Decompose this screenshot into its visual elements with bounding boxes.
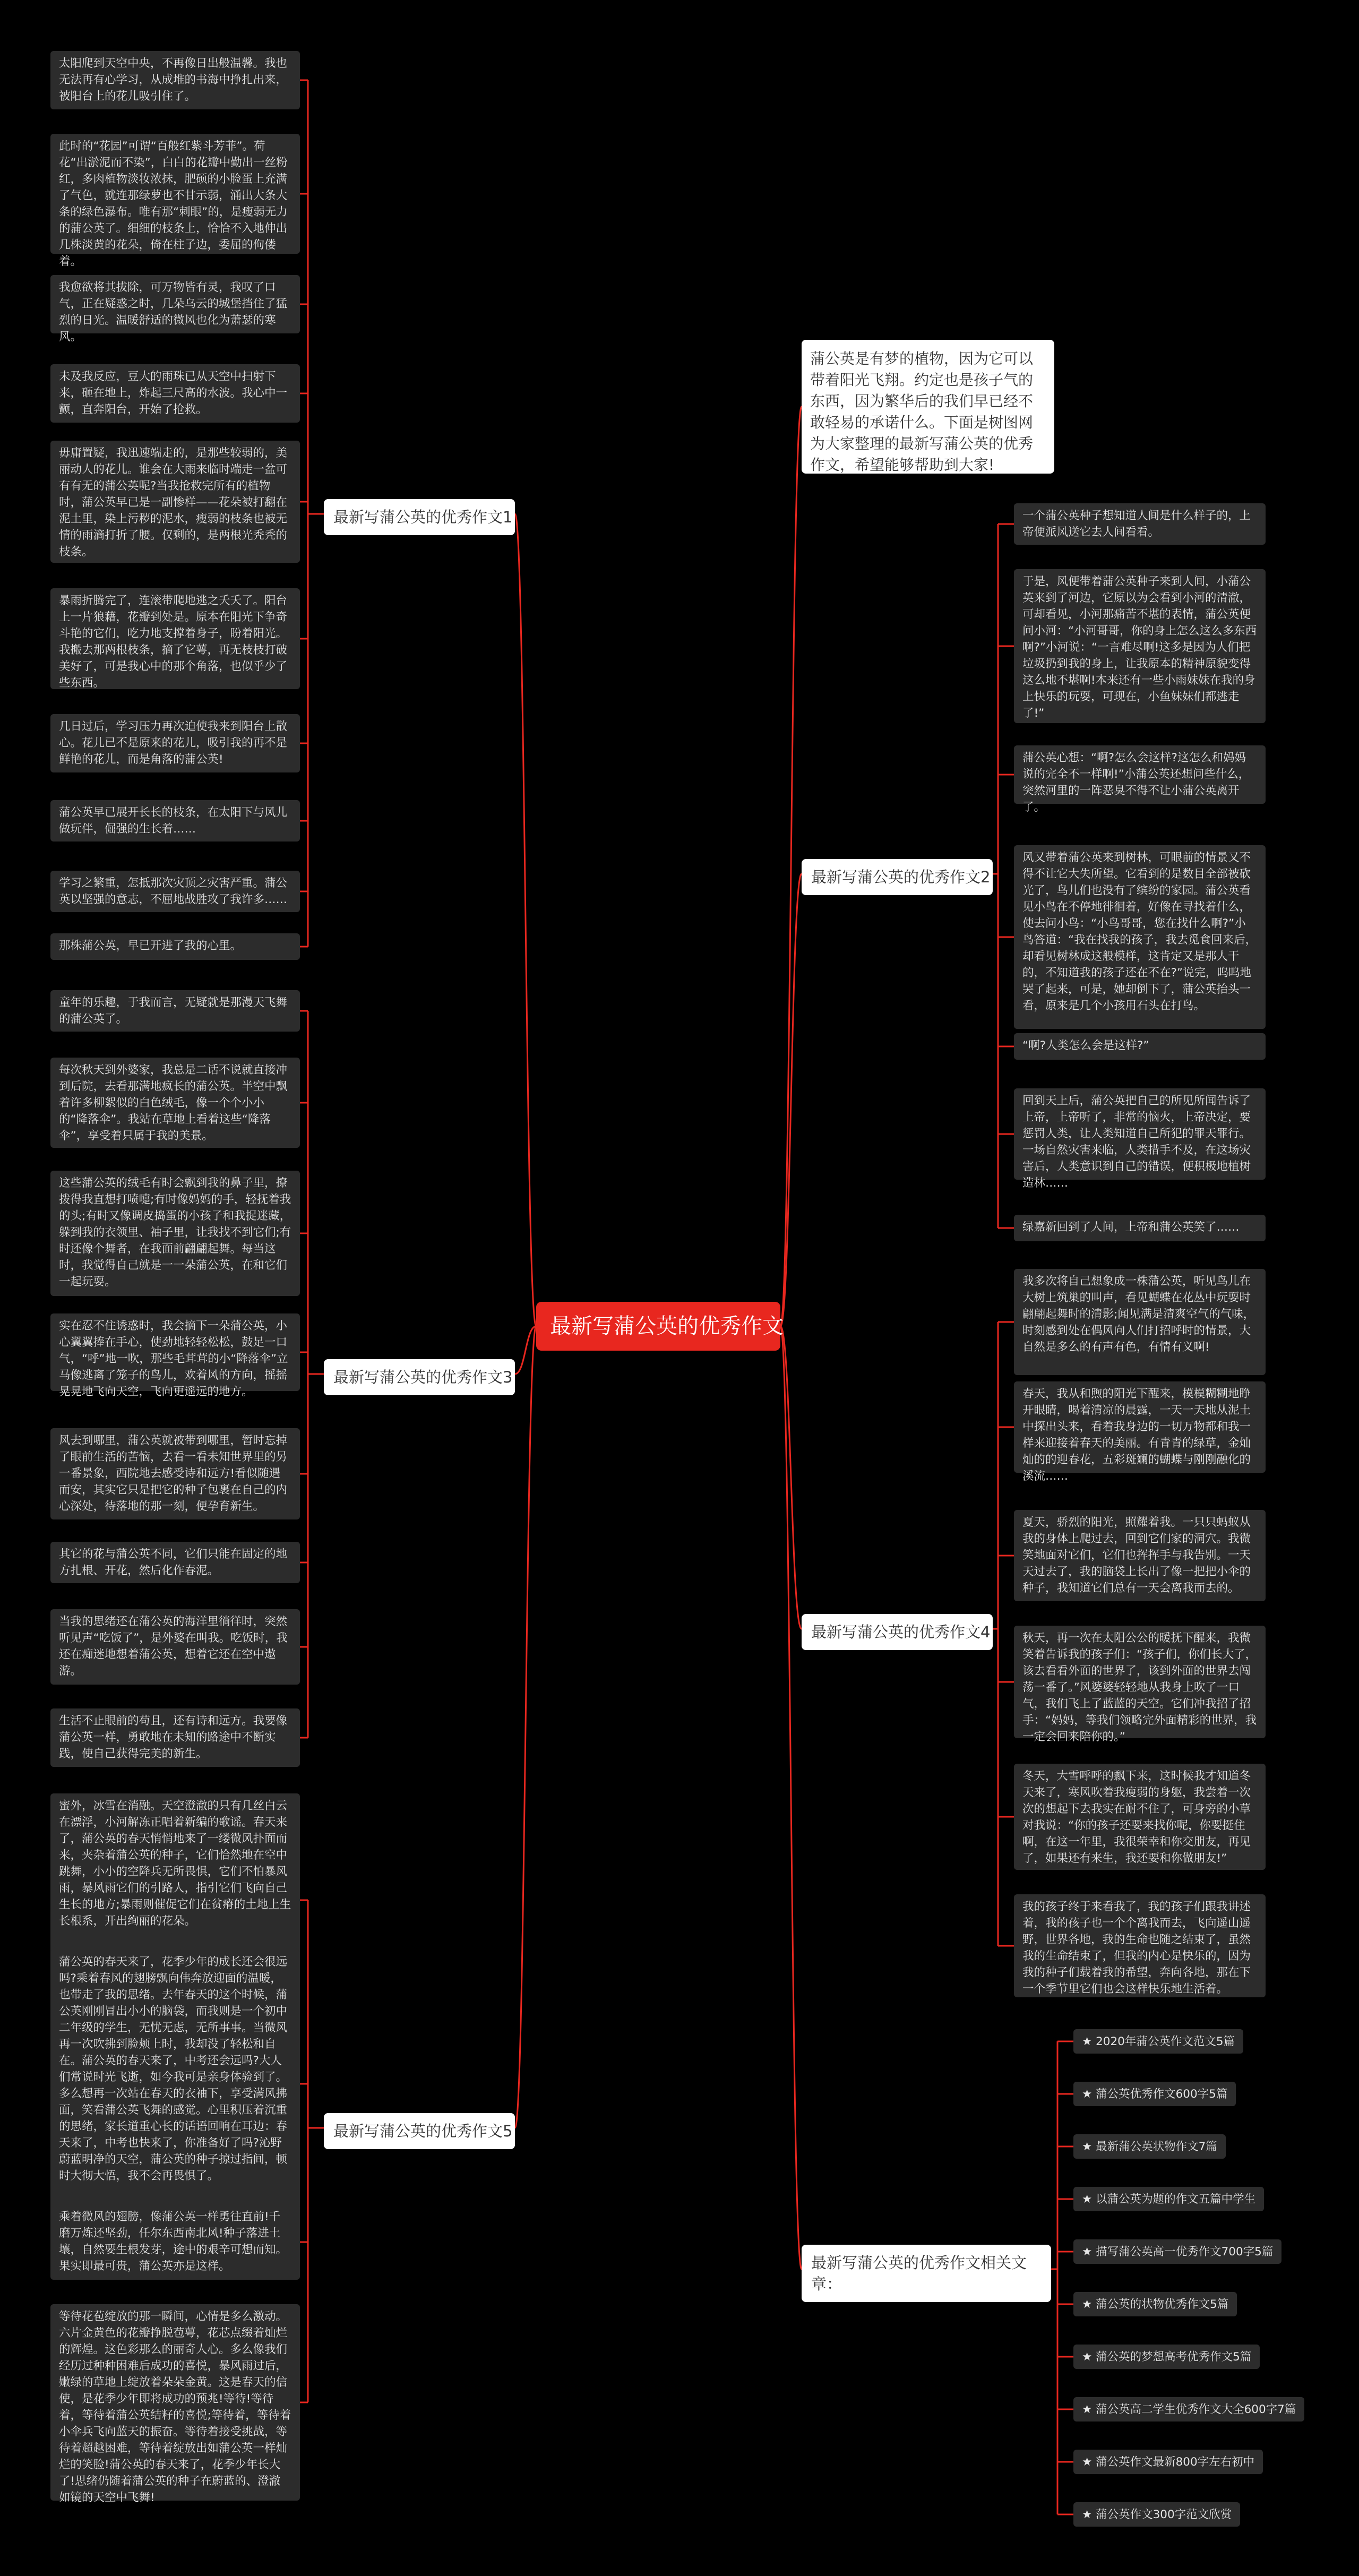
essay-paragraph: 秋天，再一次在太阳公公的暖抚下醒来，我微笑着告诉我的孩子们：“孩子们，你们长大了，该去看看外面的世界了，该到外面的世界去闯荡一番了。”风婆婆轻轻地从我身上吹了一口气，我们飞上了蓝蓝的天空。它们冲我招了招手：“妈妈，等我们领略完外面精彩的世界，我一定会回来陪你的。”	[1014, 1626, 1266, 1738]
essay-paragraph: 蒲公英的春天来了，花季少年的成长还会很远吗?乘着春风的翅膀飘向伟奔放迎面的温暖，也带走了我的思绪。去年春天的这个时候，蒲公英刚刚冒出小小的脑袋，而我则是一个初中二年级的学生，无忧无虑，无所事事。当微风再一次吹拂到脸颊上时，我却没了轻松和自在。蒲公英的春天来了，中考还会远吗?大人们常说时光飞逝，如今我可是亲身体验到了。多么想再一次站在春天的衣袖下，享受满风拂面，笑看蒲公英飞舞的感觉。心里积压着沉重的思绪，家长道重心长的话语回响在耳边：春天来了，中考也快来了，你准备好了吗?沁野蔚蓝明净的天空，蒲公英的种子掠过指间，顿时大彻大悟，我不会再畏惧了。	[50, 1950, 300, 2218]
leaf-bracket-5	[998, 1322, 1014, 1946]
essay-paragraph: 乘着微风的翅膀，像蒲公英一样勇往直前!千磨万炼还坚劲，任尔东西南北风!种子落进土壤，自然要生根发芽，途中的艰辛可想而知。果实即最可贵，蒲公英亦是这样。	[50, 2204, 300, 2280]
related-article-link[interactable]: ★ 以蒲公英为题的作文五篇中学生	[1073, 2187, 1264, 2211]
leaf-bracket-3	[300, 1900, 308, 2402]
link-root-branch-4	[780, 874, 802, 1326]
essay-paragraph: 暴雨折腾完了，连滚带爬地逃之夭夭了。阳台上一片狼藉，花瓣到处是。原本在阳光下争奇斗艳的它们，吃力地支撑着身子，盼着阳光。我搬去那两根枝条，摘了它萼，再无枝枝打破美好了，可是我心中的那个角落，也似乎少了些东西。	[50, 588, 300, 689]
essay-paragraph: 其它的花与蒲公英不同，它们只能在固定的地方扎根、开花，然后化作春泥。	[50, 1542, 300, 1583]
related-article-link[interactable]: ★ 描写蒲公英高一优秀作文700字5篇	[1073, 2239, 1281, 2264]
essay-paragraph: 当我的思绪还在蒲公英的海洋里徜徉时，突然听见声“吃饭了”，是外婆在叫我。吃饭时，我还在痴迷地想着蒲公英，想着它还在空中遨游。	[50, 1609, 300, 1685]
essay-paragraph: 这些蒲公英的绒毛有时会飘到我的鼻子里，撩拨得我直想打喷嚏;有时像妈妈的手，轻抚着我的头;有时又像调皮捣蛋的小孩子和我捉迷藏，躲到我的衣领里、袖子里，让我找不到它们;有时还像个舞者，在我面前翩翩起舞。每当这时，我觉得自己就是一一朵蒲公英，在和它们一起玩耍。	[50, 1171, 300, 1296]
essay-paragraph: 童年的乐趣，于我而言，无疑就是那漫天飞舞的蒲公英了。	[50, 990, 300, 1032]
related-article-link[interactable]: ★ 蒲公英的梦想高考优秀作文5篇	[1073, 2345, 1260, 2369]
essay-paragraph: “啊?人类怎么会是这样?”	[1014, 1033, 1266, 1060]
related-article-link[interactable]: ★ 蒲公英的状物优秀作文5篇	[1073, 2292, 1237, 2316]
essay-paragraph: 几日过后，学习压力再次迫使我来到阳台上散心。花儿已不是原来的花儿，吸引我的再不是鲜艳的花儿，而是角落的蒲公英!	[50, 714, 300, 772]
essay-paragraph: 毋庸置疑，我迅速端走的，是那些较弱的，美丽动人的花儿。谁会在大雨来临时端走一盆可有有无的蒲公英呢?当我抢救完所有的植物时，蒲公英早已是一副惨样——花朵被打翻在泥土里，染上污秽的泥水，瘦弱的枝条也被无情的雨滴打折了腰。仅剩的，是两根光秃秃的枝条。	[50, 441, 300, 563]
related-article-link[interactable]: ★ 蒲公英优秀作文600字5篇	[1073, 2082, 1236, 2106]
essay-paragraph: 太阳爬到天空中央，不再像日出般温馨。我也无法再有心学习，从成堆的书海中挣扎出来，被阳台上的花儿吸引住了。	[50, 51, 300, 109]
essay-paragraph: 春天，我从和煦的阳光下醒来，模模糊糊地睁开眼睛，喝着清凉的晨露，一天一天地从泥土中探出头来，看着我身边的一切万物都和我一样来迎接着春天的美丽。有青青的绿草，金灿灿的的迎春花，五彩斑斓的蝴蝶与刚刚融化的溪流……	[1014, 1381, 1266, 1473]
essay-paragraph: 未及我反应，豆大的雨珠已从天空中扫射下来，砸在地上，炸起三尺高的水波。我心中一颤，直奔阳台，开始了抢救。	[50, 364, 300, 423]
essay-paragraph: 冬天，大雪呼呼的飘下来，这时候我才知道冬天来了，寒风吹着我瘦弱的身躯，我尝着一次次的想起下去我实在耐不住了，可身旁的小草对我说：“你的孩子还要来找你呢，你要挺住啊，在这一年里，我很荣幸和你交朋友，再见了，如果还有来生，我还要和你做朋友!”	[1014, 1764, 1266, 1870]
root-topic[interactable]: 最新写蒲公英的优秀作文	[536, 1302, 780, 1351]
branch-4[interactable]: 最新写蒲公英的优秀作文2	[802, 859, 993, 895]
essay-paragraph: 回到天上后，蒲公英把自己的所见所闻告诉了上帝，上帝听了，非常的恼火，上帝决定，要惩罚人类，让人类知道自己所犯的罪天罪行。一场自然灾害来临，人类措手不及，在这场灾害后，人类意识到自己的错误，便积极地植树造林……	[1014, 1088, 1266, 1180]
link-root-branch-3	[515, 1326, 536, 2128]
link-root-branch-1	[515, 514, 536, 1326]
branch-5[interactable]: 最新写蒲公英的优秀作文4	[802, 1614, 993, 1650]
essay-paragraph: 学习之繁重，怎抵那次灾顶之灾害严重。蒲公英以坚强的意志，不屈地战胜攻了我许多……	[50, 871, 300, 912]
leaf-bracket-6	[1057, 2041, 1073, 2514]
related-article-link[interactable]: ★ 最新蒲公英状物作文7篇	[1073, 2134, 1226, 2159]
intro-text: 蒲公英是有梦的植物，因为它可以带着阳光飞翔。约定也是孩子气的东西，因为繁华后的我们早已经不敢轻易的承诺什么。下面是树图网为大家整理的最新写蒲公英的优秀作文，希望能够帮助到大家!	[802, 340, 1054, 474]
essay-paragraph: 风去到哪里，蒲公英就被带到哪里，暂时忘掉了眼前生活的苦恼，去看一看未知世界里的另一番景象，西院地去感受诗和远方!看似随遇而安，其实它只是把它的种子包裹在自己的内心深处，待落地的那一刻，便孕育新生。	[50, 1428, 300, 1519]
essay-paragraph: 那株蒲公英，早已开进了我的心里。	[50, 933, 300, 960]
essay-paragraph: 夏天，骄烈的阳光，照耀着我。一只只蚂蚁从我的身体上爬过去，回到它们家的洞穴。我微笑地面对它们，它们也挥挥手与我告别。一天天过去了，我的脑袋上长出了像一把把小伞的种子，我知道它们总有一天会离我而去的。	[1014, 1510, 1266, 1601]
essay-paragraph: 等待花苞绽放的那一瞬间，心情是多么激动。六片金黄色的花瓣挣脱苞萼，花芯点缀着灿烂的辉煌。这色彩那么的丽奇人心。多么像我们经历过种种困难后成功的喜悦，暴风雨过后，嫩绿的草地上绽放着朵朵金黄。这是春天的信使，是花季少年即将成功的预兆!等待!等待着，等待着蒲公英结籽的喜悦;等待着，等待着小伞兵飞向蓝天的振奋。等待着接受挑战，等待着超越困难，等待着绽放出如蒲公英一样灿烂的笑脸!蒲公英的春天来了，花季少年长大了!思绪仍随着蒲公英的种子在蔚蓝的、澄澈如镜的天空中飞舞!	[50, 2304, 300, 2501]
related-article-link[interactable]: ★ 蒲公英作文300字范文欣赏	[1073, 2502, 1240, 2527]
related-article-link[interactable]: ★ 2020年蒲公英作文范文5篇	[1073, 2029, 1243, 2054]
essay-paragraph: 此时的“花园”可谓“百般红紫斗芳菲”。荷花“出淤泥而不染”，白白的花瓣中勤出一丝粉红，多肉植物淡妆浓抹，肥硕的小脸蛋上充满了气色，就连那绿萝也不甘示弱，涌出大条大条的绿色瀑布。唯有那“刺眼”的，是瘦弱无力的蒲公英了。细细的枝条上，恰恰不入地伸出几株淡黄的花朵，倚在柱子边，委屈的佝偻着。	[50, 134, 300, 254]
essay-paragraph: 蒲公英心想：“啊?怎么会这样?这怎么和妈妈说的完全不一样啊!”小蒲公英还想问些什么，突然河里的一阵恶臭不得不让小蒲公英离开了。	[1014, 745, 1266, 804]
essay-paragraph: 蒲公英早已展开长长的枝条，在太阳下与风儿做玩伴，倔强的生长着……	[50, 800, 300, 842]
essay-paragraph: 每次秋天到外婆家，我总是二话不说就直接冲到后院，去看那满地疯长的蒲公英。半空中飘着许多柳絮似的白色绒毛，像一个个小小的“降落伞”。我站在草地上看着这些“降落伞”，享受着只属于我的美景。	[50, 1058, 300, 1148]
essay-paragraph: 实在忍不住诱惑时，我会摘下一朵蒲公英，小心翼翼捧在手心，使劲地轻轻松松，鼓足一口气，“呼”地一吹，那些毛茸茸的小“降落伞”立马像逃离了笼子的鸟儿，欢着风的方向，摇摇晃晃地飞向天空，飞向更遥远的地方。	[50, 1313, 300, 1391]
branch-3[interactable]: 最新写蒲公英的优秀作文5	[324, 2113, 515, 2149]
essay-paragraph: 于是，风便带着蒲公英种子来到人间，小蒲公英来到了河边，它原以为会看到小河的清澈，可却看见，小河那痛苦不堪的表情，蒲公英便问小河：“小河哥哥，你的身上怎么这么多东西啊?”小河说：“一言难尽啊!这多是因为人们把垃圾扔到我的身上，让我原本的精神原貌变得这么地不堪啊!本来还有一些小雨妹妹在我的身上快乐的玩耍，可现在，小鱼妹妹们都逃走了!”	[1014, 569, 1266, 723]
essay-paragraph: 我愈欲将其拔除，可万物皆有灵，我叹了口气，正在疑惑之时，几朵乌云的城堡挡住了猛烈的日光。温暖舒适的微风也化为萧瑟的寒风。	[50, 275, 300, 333]
branch-6[interactable]: 最新写蒲公英的优秀作文相关文章：	[802, 2245, 1051, 2302]
link-root-intro	[780, 407, 802, 1326]
essay-paragraph: 我的孩子终于来看我了，我的孩子们跟我讲述着，我的孩子也一个个离我而去，飞向遥山遥野，世界各地，我的生命也随之结束了，虽然我的生命结束了，但我的内心是快乐的，因为我的种子们载着我的希望，奔向各地，那在下一个季节里它们也会这样快乐地生活着。	[1014, 1894, 1266, 1997]
essay-paragraph: 绿嘉新回到了人间，上帝和蒲公英笑了……	[1014, 1215, 1266, 1241]
essay-paragraph: 风又带着蒲公英来到树林，可眼前的情景又不得不让它大失所望。它看到的是数目全部被砍光了，鸟儿们也没有了缤纷的家园。蒲公英看见小鸟在不停地徘徊着，好像在寻找着什么，使去问小鸟：“小鸟哥哥，您在找什么啊?”小鸟答道：“我在找我的孩子，我去觅食回来后，却看见树林成这般模样，这肯定又是那人干的，不知道我的孩子还在不在?”说完，呜呜地哭了起来，可是，她却倒下了，蒲公英抬头一看，原来是几个小孩用石头在打鸟。	[1014, 845, 1266, 1029]
essay-paragraph: 生活不止眼前的苟且，还有诗和远方。我要像蒲公英一样，勇敢地在未知的路途中不断实践，使自己获得完美的新生。	[50, 1708, 300, 1767]
branch-1[interactable]: 最新写蒲公英的优秀作文1	[324, 499, 515, 535]
related-article-link[interactable]: ★ 蒲公英高二学生优秀作文大全600字7篇	[1073, 2397, 1304, 2422]
leaf-bracket-1	[300, 80, 308, 947]
branch-2[interactable]: 最新写蒲公英的优秀作文3	[324, 1359, 515, 1395]
leaf-bracket-4	[998, 524, 1014, 1228]
leaf-bracket-2	[300, 1011, 308, 1738]
essay-paragraph: 一个蒲公英种子想知道人间是什么样子的，上帝便派风送它去人间看看。	[1014, 503, 1266, 545]
related-article-link[interactable]: ★ 蒲公英作文最新800字左右初中	[1073, 2450, 1263, 2474]
essay-paragraph: 我多次将自己想象成一株蒲公英，听见鸟儿在大树上筑巢的叫声，看见蝴蝶在花丛中玩耍时翩翩起舞时的清影;闻见满是清爽空气的气味，时刻感到处在偶风向人们打招呼时的情景，大自然是多么的有声有色，有情有义啊!	[1014, 1269, 1266, 1375]
essay-paragraph: 蜜外，冰雪在消融。天空澄澈的只有几丝白云在漂浮，小河解冻正唱着新编的歌谣。春天来了，蒲公英的春天悄悄地来了一缕微风扑面而来，夹杂着蒲公英的种子，它们恰然地在空中跳舞，小小的空降兵无所畏惧，它们不怕暴风雨，暴风雨它们的引路人，指引它们飞向自己生长的地方;暴雨则催促它们在贫瘠的土地上生长根系，开出绚丽的花朵。	[50, 1793, 300, 2007]
